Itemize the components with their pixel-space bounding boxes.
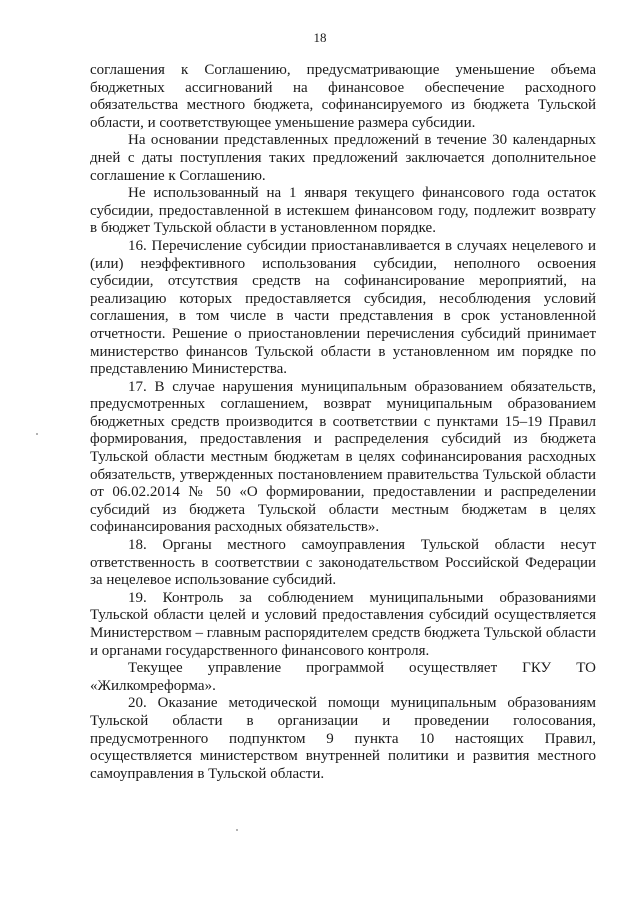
paragraph-unused-balance: Не использованный на 1 января текущего финансового года остаток субсидии, предоставленной в истекшем финансовом году, подлежит возврату в бюджет Тульской области в установленном порядке.: [90, 185, 596, 237]
paragraph-additional-agreement: На основании представленных предложений в течение 30 календарных дней с даты поступления таких предложений заключается дополнительное соглашение к Соглашению.: [90, 132, 596, 184]
paragraph-item-19: 19. Контроль за соблюдением муниципальными образованиями Тульской области целей и условий предоставления субсидий осуществляется Министерством – главным распорядителем средств бюджета Тульской области и органами государственного финансового контроля.: [90, 589, 596, 659]
page-number: 18: [313, 30, 327, 45]
document-body: [90, 62, 596, 783]
paragraph-item-20: 20. Оказание методической помощи муниципальным образованиям Тульской области в организации и проведении голосования, предусмотренного подпунктом 9 пункта 10 настоящих Правил, осуществляется министерством внутренней политики и развития местного самоуправления в Тульской области.: [90, 695, 596, 782]
scan-speck: [236, 829, 238, 831]
paragraph-item-18: 18. Органы местного самоуправления Тульской области несут ответственность в соответствии с законодательством Российской Федерации за нецелевое использование субсидий.: [90, 537, 596, 589]
paragraph-item-16: 16. Перечисление субсидии приостанавливается в случаях нецелевого и (или) неэффективного использования субсидии, неполного освоения субсидии, отсутствия средств на софинансирование мероприятий, на реализацию которых предоставляется субсидия, несоблюдения условий соглашения, в том числе в части представления в срок установленной отчетности. Решение о приостановлении перечисления субсидий принимает министерство финансов Тульской области в установленном им порядке по представлению Министерства.: [90, 237, 596, 378]
paragraph-item-17: 17. В случае нарушения муниципальным образованием обязательств, предусмотренных соглашением, возврат муниципальным образованием бюджетных средств производится в соответствии с пунктами 15–19 Правил формирования, предоставления и распределения субсидий из бюджета Тульской области местным бюджетам в целях софинансирования расходных обязательств, утвержденных постановлением правительства Тульской области от 06.02.2014 № 50 «О формировании, предоставлении и распределении субсидий из бюджета Тульской области местным бюджетам в целях софинансирования расходных обязательств».: [90, 378, 596, 536]
paragraph-program-management: Текущее управление программой осуществляет ГКУ ТО «Жилкомреформа».: [90, 660, 596, 694]
paragraph-continuation: соглашения к Соглашению, предусматривающие уменьшение объема бюджетных ассигнований на финансовое обеспечение расходного обязательства местного бюджета, софинансируемого из бюджета Тульской области, и соответствующее уменьшение размера субсидии.: [90, 62, 596, 131]
scan-speck: [36, 433, 38, 435]
